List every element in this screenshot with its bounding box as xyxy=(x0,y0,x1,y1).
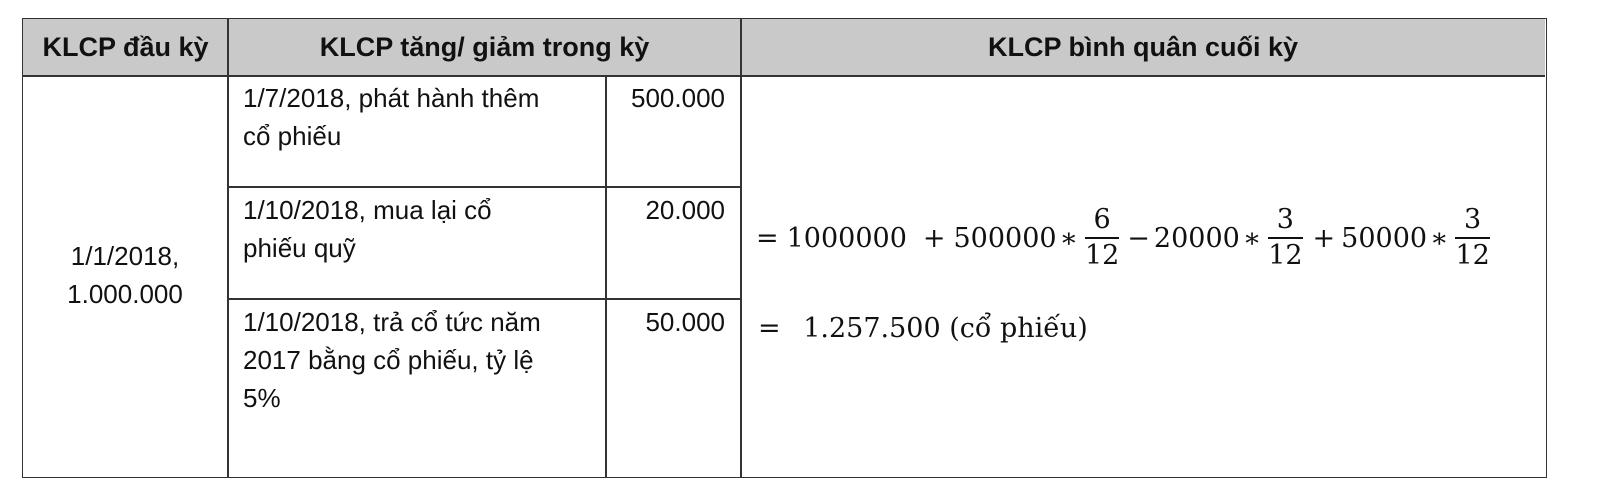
col-divider-2 xyxy=(605,75,607,477)
formula-equals: = xyxy=(756,222,779,254)
formula-term-issue: 500000 xyxy=(953,222,1057,254)
result-equals: = xyxy=(758,313,781,344)
formula-plus-2: + xyxy=(1312,222,1336,254)
weighted-average-result xyxy=(758,313,1088,344)
header-opening-label: KLCP đầu kỳ xyxy=(42,32,209,62)
change-row-3-line3: 5% xyxy=(243,383,281,413)
weighted-average-formula xyxy=(756,201,1494,275)
change-row-1-amount: 500.000 xyxy=(631,83,725,113)
formula-times-1: ∗ xyxy=(1059,222,1078,254)
opening-shares-value: 1.000.000 xyxy=(67,279,183,309)
formula-times-3: ∗ xyxy=(1430,222,1449,254)
change-row-3-description xyxy=(243,303,598,417)
formula-term-dividend: 50000 xyxy=(1341,222,1428,254)
fraction-three-twelfths-2 xyxy=(1455,203,1490,271)
fraction-3-denominator: 12 xyxy=(1455,239,1490,271)
fraction-1-numerator: 6 xyxy=(1093,203,1111,235)
fraction-3-bar xyxy=(1455,237,1489,239)
change-row-3-line2: 2017 bằng cổ phiếu, tỷ lệ xyxy=(243,345,534,375)
formula-term-opening: 1000000 xyxy=(786,222,907,254)
change-row-2-description xyxy=(243,191,598,267)
change-row-2-amount: 20.000 xyxy=(645,195,725,225)
change-row-3-amount: 50.000 xyxy=(645,307,725,337)
fraction-2-denominator: 12 xyxy=(1268,239,1303,271)
fraction-six-twelfths xyxy=(1084,203,1120,271)
header-average-label: KLCP bình quân cuối kỳ xyxy=(987,32,1299,62)
header-opening-shares xyxy=(23,19,228,76)
row-divider-1 xyxy=(227,186,741,188)
formula-plus-1: + xyxy=(922,222,946,254)
opening-date: 1/1/2018, xyxy=(70,241,180,271)
fraction-1-bar xyxy=(1085,237,1119,239)
change-row-2-line1: 1/10/2018, mua lại cổ xyxy=(243,195,492,225)
header-share-changes xyxy=(228,19,741,76)
col-divider-3 xyxy=(740,19,742,477)
fraction-2-bar xyxy=(1268,237,1302,239)
result-value: 1.257.500 (cổ phiếu) xyxy=(803,313,1088,344)
change-row-1-line2: cổ phiếu xyxy=(243,121,342,151)
fraction-3-numerator: 3 xyxy=(1464,203,1482,235)
share-table xyxy=(22,18,1547,478)
formula-times-2: ∗ xyxy=(1242,222,1262,254)
opening-shares-cell xyxy=(23,237,227,313)
row-divider-2 xyxy=(227,298,741,300)
change-row-1-description xyxy=(243,79,598,155)
formula-term-buyback: 20000 xyxy=(1153,222,1240,254)
change-row-3-line1: 1/10/2018, trả cổ tức năm xyxy=(243,307,541,337)
fraction-1-denominator: 12 xyxy=(1084,239,1120,271)
col-divider-1 xyxy=(227,19,229,477)
change-row-1-line1: 1/7/2018, phát hành thêm xyxy=(243,83,540,113)
header-weighted-average xyxy=(741,19,1545,76)
change-row-2-line2: phiếu quỹ xyxy=(243,233,356,263)
header-divider xyxy=(23,75,1545,77)
formula-minus: − xyxy=(1127,222,1150,254)
header-changes-label: KLCP tăng/ giảm trong kỳ xyxy=(319,32,650,62)
fraction-three-twelfths-1 xyxy=(1268,203,1303,271)
fraction-2-numerator: 3 xyxy=(1276,203,1294,235)
